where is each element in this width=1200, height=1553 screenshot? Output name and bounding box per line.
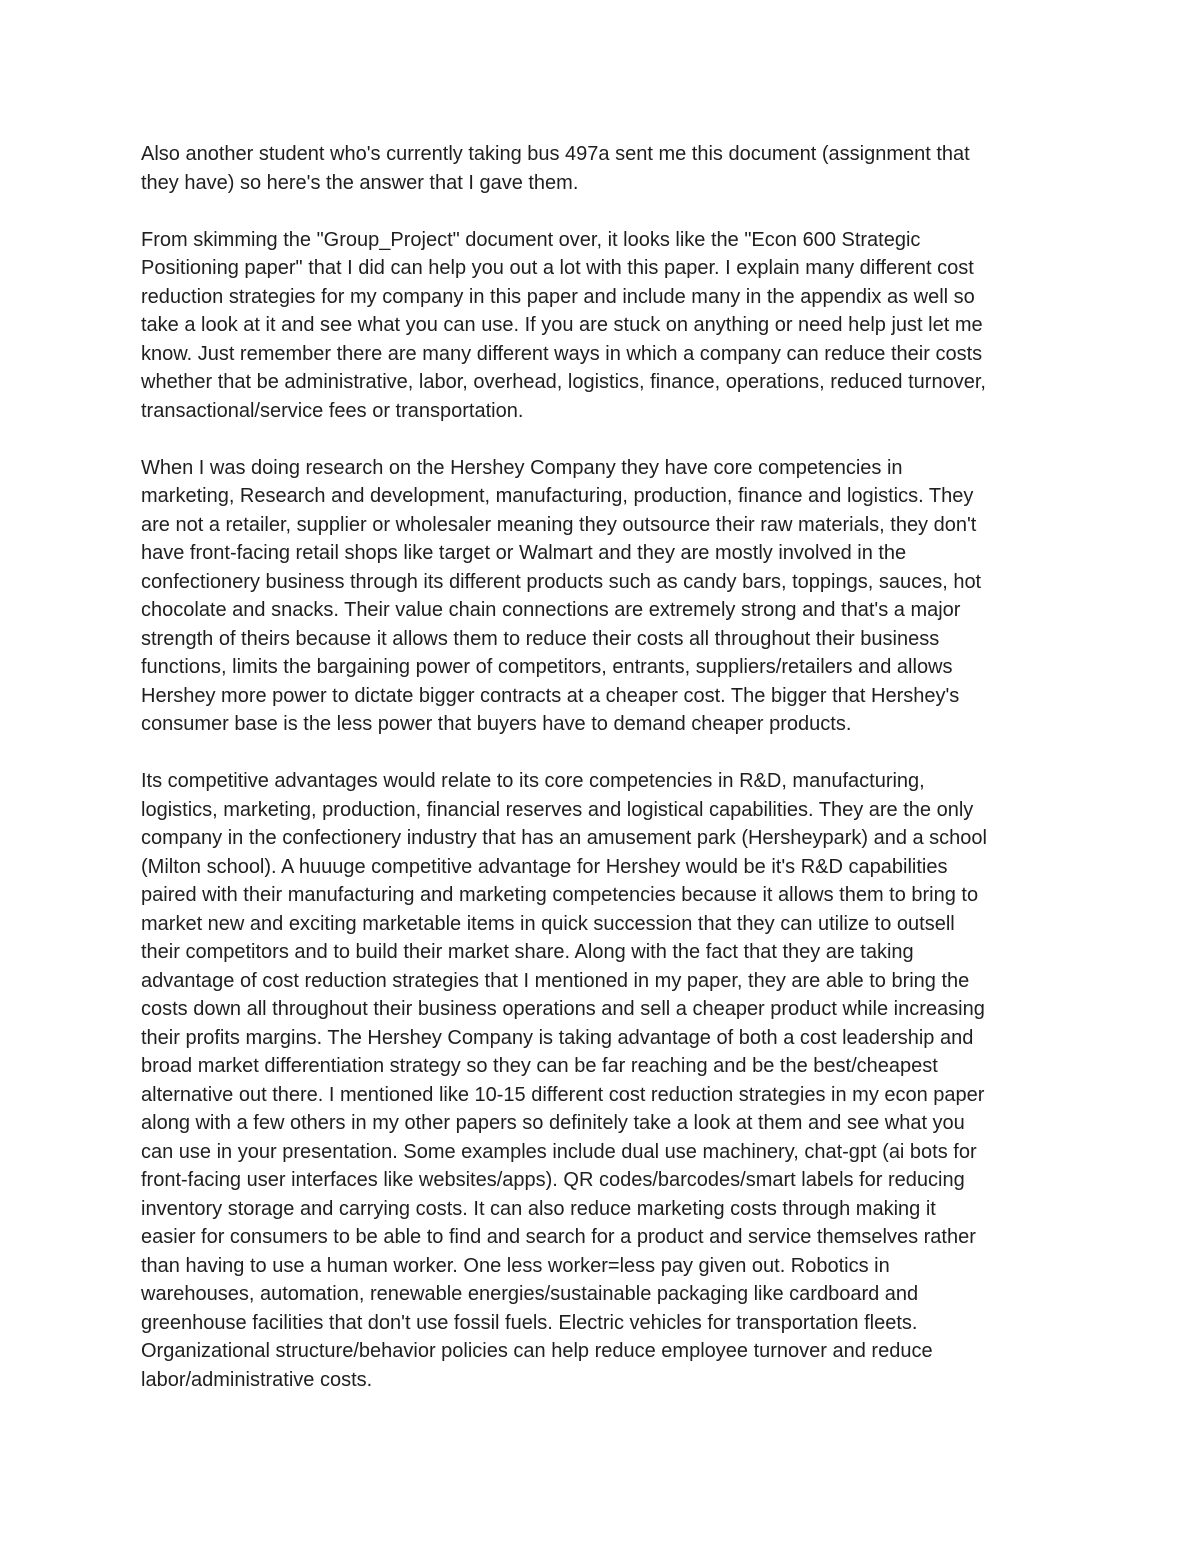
paragraph-competitive-advantages: Its competitive advantages would relate to its core competencies in R&D, manufacturing, logistics, marketing, production, financial reserves and logistical capabilities. They are the only company in the confectionery industry that has an amusement park (Hersheypark) and a school (Milton school). A huuuge competitive advantage for Hershey would be it's R&D capabilities paired with their manufacturing and marketing competencies because it allows them to bring to market new and exciting marketable items in quick succession that they can utilize to outsell their competitors and to build their market share. Along with the fact that they are taking advantage of cost reduction strategies that I mentioned in my paper, they are able to bring the costs down all throughout their business operations and sell a cheaper product while increasing their profits margins. The Hershey Company is taking advantage of both a cost leadership and broad market differentiation strategy so they can be far reaching and be the best/cheapest alternative out there. I mentioned like 10-15 different cost reduction strategies in my econ paper along with a few others in my other papers so definitely take a look at them and see what you can use in your presentation. Some examples include dual use machinery, chat-gpt (ai bots for front-facing user interfaces like websites/apps). QR codes/barcodes/smart labels for reducing inventory storage and carrying costs. It can also reduce marketing costs through making it easier for consumers to be able to find and search for a product and service themselves rather than having to use a human worker. One less worker=less pay given out. Robotics in warehouses, automation, renewable energies/sustainable packaging like cardboard and greenhouse facilities that don't use fossil fuels. Electric vehicles for transportation fleets. Organizational structure/behavior policies can help reduce employee turnover and reduce labor/administrative costs. xyxy=(141,770,987,1391)
paragraph-group-project: From skimming the "Group_Project" document over, it looks like the "Econ 600 Strategic Positioning paper" that I did can help you out a lot with this paper. I explain many different cost reduction strategies for my company in this paper and include many in the appendix as well so take a look at it and see what you can use. If you are stuck on anything or need help just let me know. Just remember there are many different ways in which a company can reduce their costs whether that be administrative, labor, overhead, logistics, finance, operations, reduced turnover, transactional/service fees or transportation. xyxy=(141,228,986,422)
paragraph-core-competencies: When I was doing research on the Hershey Company they have core competencies in marketing, Research and development, manufacturing, production, finance and logistics. They are not a retailer, supplier or wholesaler meaning they outsource their raw materials, they don't have front-facing retail shops like target or Walmart and they are mostly involved in the confectionery business through its different products such as candy bars, toppings, sauces, hot chocolate and snacks. Their value chain connections are extremely strong and that's a major strength of theirs because it allows them to reduce their costs all throughout their business functions, limits the bargaining power of competitors, entrants, suppliers/retailers and allows Hershey more power to dictate bigger contracts at a cheaper cost. The bigger that Hershey's consumer base is the less power that buyers have to demand cheaper products. xyxy=(141,456,982,735)
document-body xyxy=(141,140,1071,1423)
paragraph-intro: Also another student who's currently taking bus 497a sent me this document (assignment that they have) so here's the answer that I gave them. xyxy=(141,143,970,194)
